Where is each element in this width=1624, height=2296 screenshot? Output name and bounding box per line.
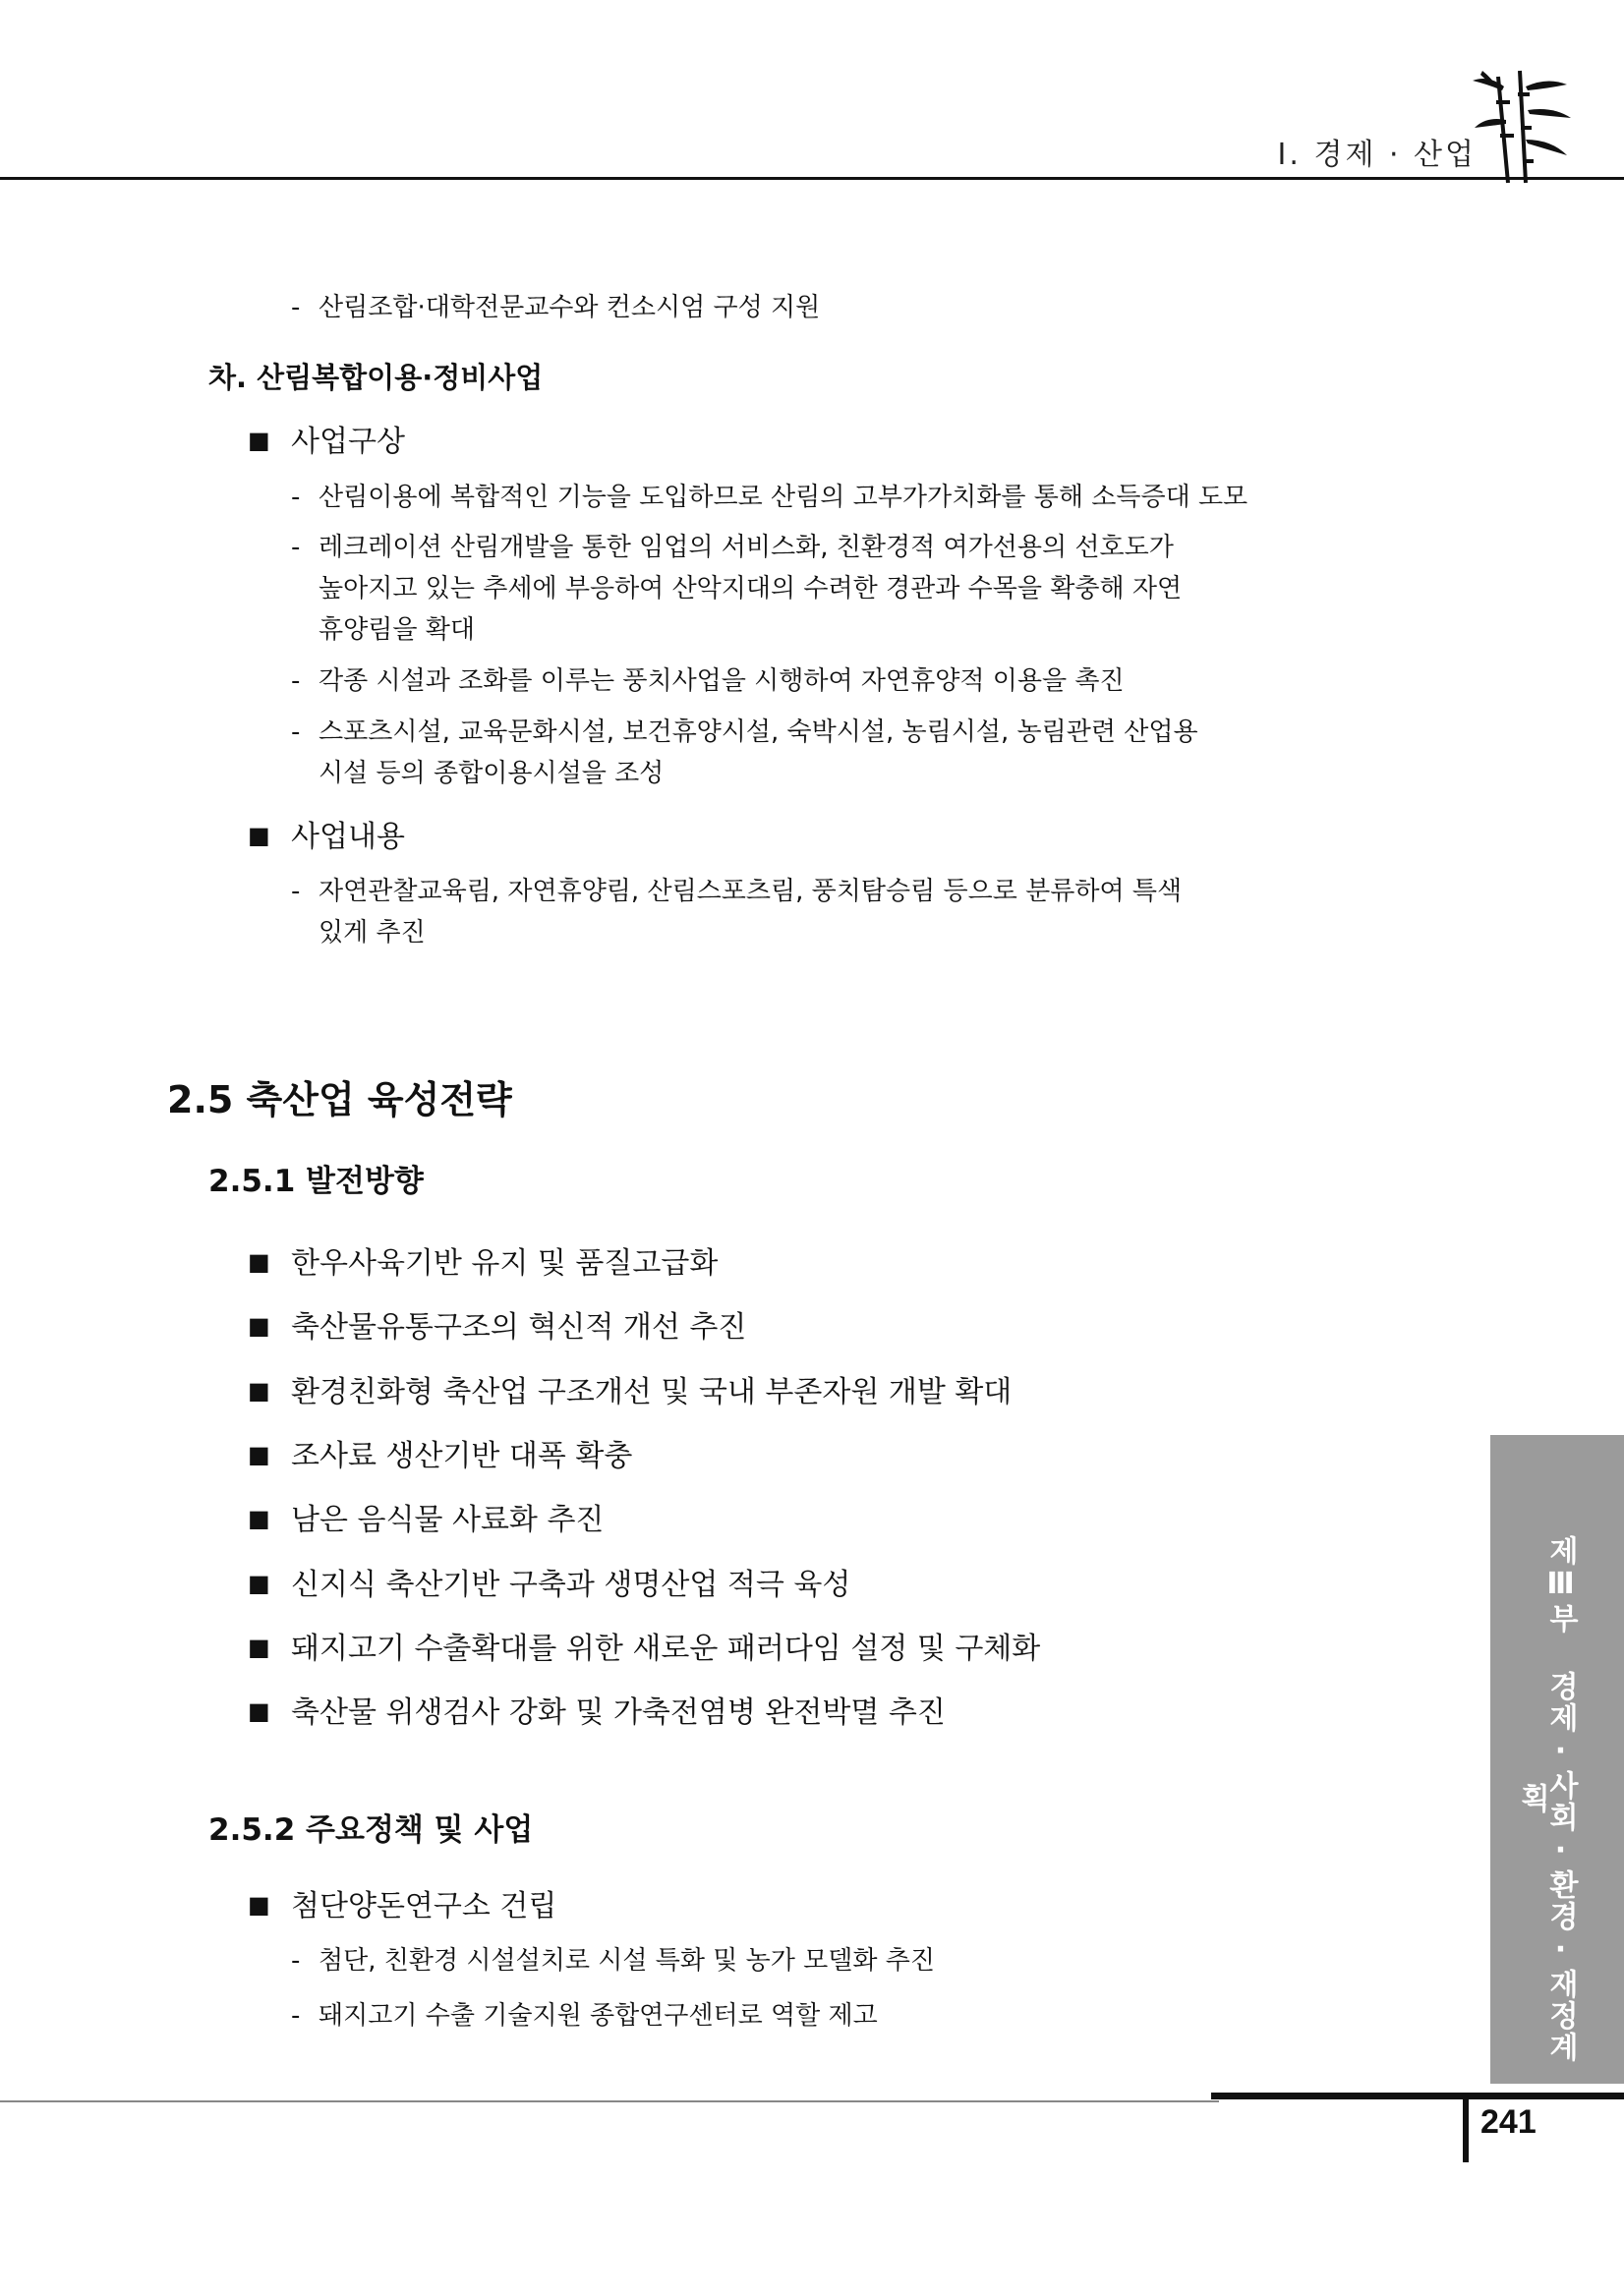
list-item: - 산림이용에 복합적인 기능을 도입하므로 산림의 고부가가치화를 통해 소득증대 도모 — [291, 483, 1248, 512]
list-item: - 자연관찰교육림, 자연휴양림, 산림스포츠림, 풍치탐승림 등으로 분류하여 특색 — [291, 877, 1183, 906]
list-item-continuation: 높아지고 있는 추세에 부응하여 산악지대의 수려한 경관과 수목을 확충해 자연 — [319, 574, 1183, 603]
list-item: - 스포츠시설, 교육문화시설, 보건휴양시설, 숙박시설, 농림시설, 농림관련 산업용 — [291, 718, 1198, 747]
footer-rule — [0, 2100, 1219, 2102]
subsection-title: 차. 산림복합이용·정비사업 — [208, 361, 544, 394]
bullet-item: ■ 축산물 위생검사 강화 및 가축전염병 완전박멸 추진 — [248, 1695, 946, 1730]
bullet-heading: ■ 첨단양돈연구소 건립 — [248, 1889, 557, 1923]
bullet-heading: ■ 사업내용 — [248, 820, 405, 854]
bullet-item: ■ 한우사육기반 유지 및 품질고급화 — [248, 1246, 719, 1281]
list-item-continuation: 시설 등의 종합이용시설을 조성 — [319, 759, 665, 788]
page-number-bar — [1463, 2099, 1469, 2162]
subsection-title: 2.5.2 주요정책 및 사업 — [208, 1812, 534, 1848]
bullet-item: ■ 남은 음식물 사료화 추진 — [248, 1503, 605, 1537]
list-item: - 첨단, 친환경 시설설치로 시설 특화 및 농가 모델화 추진 — [291, 1946, 935, 1976]
bamboo-logo-icon — [1469, 67, 1577, 185]
square-bullet-icon: ■ — [248, 1248, 270, 1276]
list-item: - 레크레이션 산림개발을 통한 임업의 서비스화, 친환경적 여가선용의 선호도가 — [291, 533, 1174, 562]
square-bullet-icon: ■ — [248, 822, 270, 849]
square-bullet-icon: ■ — [248, 427, 270, 454]
footer-thick-rule — [1211, 2093, 1624, 2099]
list-item: - 산림조합·대학전문교수와 컨소시엄 구성 지원 — [291, 293, 821, 322]
list-item-continuation: 휴양림을 확대 — [319, 615, 475, 645]
list-item: - 각종 시설과 조화를 이루는 풍치사업을 시행하여 자연휴양적 이용을 촉진 — [291, 666, 1125, 696]
square-bullet-icon: ■ — [248, 1697, 270, 1725]
square-bullet-icon: ■ — [248, 1312, 270, 1340]
bullet-item: ■ 돼지고기 수출확대를 위한 새로운 패러다임 설정 및 구체화 — [248, 1632, 1041, 1666]
square-bullet-icon: ■ — [248, 1377, 270, 1405]
running-header: Ⅰ. 경제 · 산업 — [1277, 138, 1477, 172]
square-bullet-icon: ■ — [248, 1634, 270, 1661]
bullet-item: ■ 신지식 축산기반 구축과 생명산업 적극 육성 — [248, 1568, 851, 1602]
list-item: - 돼지고기 수출 기술지원 종합연구센터로 역할 제고 — [291, 2001, 878, 2031]
side-tab-label: 제Ⅲ부 경제·사회·환경·재정계획 — [1515, 1534, 1578, 2063]
bullet-item: ■ 축산물유통구조의 혁신적 개선 추진 — [248, 1310, 747, 1345]
header-rule — [0, 177, 1624, 180]
page-number: 241 — [1480, 2103, 1537, 2141]
bullet-item: ■ 환경친화형 축산업 구조개선 및 국내 부존자원 개발 확대 — [248, 1375, 1013, 1409]
bullet-heading: ■ 사업구상 — [248, 425, 405, 459]
part-side-tab — [1490, 1435, 1624, 2084]
square-bullet-icon: ■ — [248, 1891, 270, 1919]
square-bullet-icon: ■ — [248, 1505, 270, 1532]
subsection-title: 2.5.1 발전방향 — [208, 1164, 424, 1199]
square-bullet-icon: ■ — [248, 1570, 270, 1597]
list-item-continuation: 있게 추진 — [319, 918, 426, 947]
bullet-item: ■ 조사료 생산기반 대폭 확충 — [248, 1439, 633, 1473]
section-title: 2.5 축산업 육성전략 — [167, 1078, 512, 1121]
square-bullet-icon: ■ — [248, 1441, 270, 1468]
